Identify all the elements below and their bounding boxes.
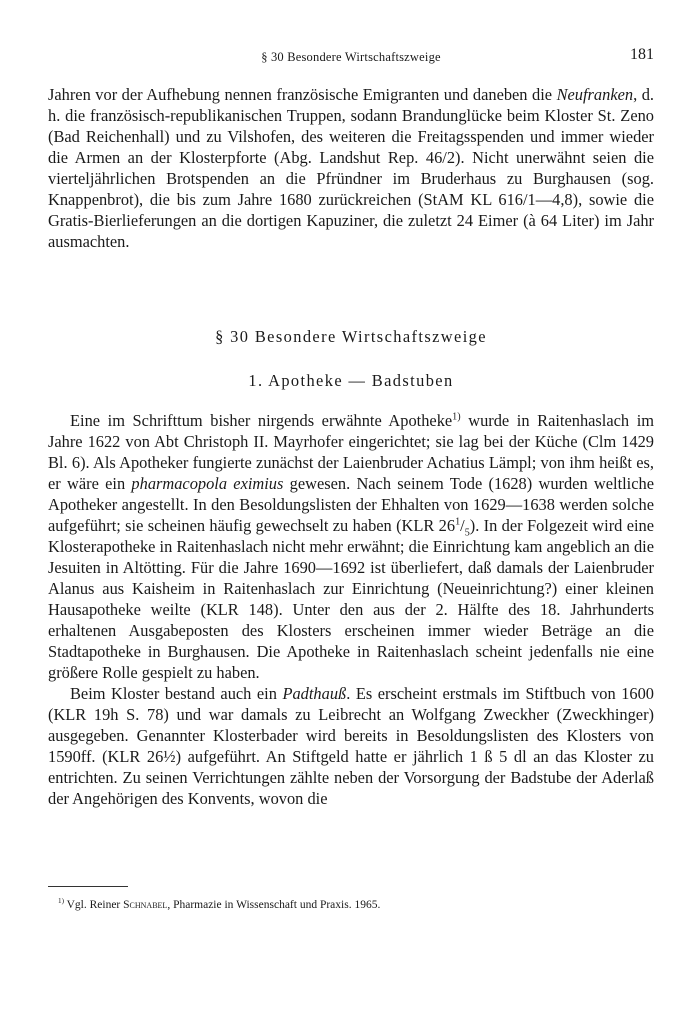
subsection-heading: 1. Apotheke — Badstuben: [248, 371, 454, 390]
text-run: gewesen. Nach seinem Tode (1628) wurden weltliche Apotheker angestellt. In den Besoldungslisten der Ehhalten von 1629—1638 werden solche aufgeführt; sie scheinen häufig gewechselt zu haben (KLR 26: [48, 474, 654, 535]
text-run: Jahren vor der Aufhebung nennen französische Emigranten und daneben die: [48, 85, 557, 104]
fraction: $^1/_5$: [455, 516, 470, 539]
footnote-reference[interactable]: 1): [452, 411, 461, 423]
paragraph-apotheke: [48, 410, 654, 683]
footnote-rule: [48, 886, 128, 887]
text-run: Eine im Schrifttum bisher nirgends erwähnte Apotheke: [70, 411, 453, 430]
text-run: ). In der Folgezeit wird eine Klosterapotheke in Raitenhaslach nicht mehr erwähnt; die Einrichtung kam angeblich an die Jesuiten in Altötting. Für die Jahre 1690—1692 ist überliefert, daß damals der Laienbruder Alanus aus Kaisheim in Raitenhaslach zur Einrichtung (Neueinrichtung?) einer kleinen Hausapotheke weilte (KLR 148). Unter den aus der 2. Hälfte des 18. Jahrhunderts erhaltenen Ausgabeposten des Klosters erscheinen immer wieder Beträge an die Stadtapotheke in Burghausen. Die Apotheke in Raitenhaslach scheint jedenfalls nie eine größere Rolle gespielt zu haben.: [48, 516, 654, 682]
italic-term: pharmacopola eximius: [131, 474, 284, 493]
fraction: ½: [163, 747, 176, 766]
text-run: , d. h. die französisch-republikanischen Truppen, sodann Brandunglücke beim Kloster St. Zeno (Bad Reichenhall) und zu Vilshofen, des weiteren die Freitagsspenden und immer wieder die Armen an der Klosterpforte (Abg. Landshut Rep. 46/2). Nicht unerwähnt seien die vierteljährlichen Brotspenden an die Pfründner im Bruderhaus zu Burghausen (sog. Knappenbrot), die bis zum Jahre 1680 zurückreichen (StAM KL 616/1—4,8), sowie die Gratis-Bierlieferungen an die dortigen Kapuziner, die zuletzt 24 Eimer (à 64 Liter) im Jahr ausmachten.: [48, 85, 654, 251]
paragraph: [48, 84, 654, 252]
running-head: § 30 Besondere Wirtschaftszweige: [261, 50, 441, 64]
text-run: Vgl. Reiner: [63, 899, 124, 911]
body-text: [48, 410, 654, 809]
author-name: Schnabel: [123, 899, 168, 911]
text-run: , Pharmazie in Wissenschaft und Praxis. 1965.: [167, 899, 381, 911]
italic-term: Neufranken: [556, 85, 634, 104]
fraction-denominator: 5: [464, 527, 470, 539]
footnote-mark: 1): [58, 897, 64, 906]
text-run: . Es erscheint erstmals im Stiftbuch von 1600 (KLR 19h S. 78) und war damals zu Leibrecht an Wolfgang Zweckher (Zweckhinger) ausgegeben. Genannter Klosterbader wird bereits in Besoldungslisten des Klosters von 1590ff. (KLR 26: [48, 684, 654, 766]
running-header: [48, 46, 654, 70]
page-number: 181: [630, 46, 654, 63]
paragraph-badstube: [48, 683, 654, 809]
text-run: Beim Kloster bestand auch ein: [70, 684, 283, 703]
section-heading: § 30 Besondere Wirtschaftszweige: [215, 327, 487, 346]
italic-term: Padthauß: [282, 684, 347, 703]
continuation-paragraph: [48, 84, 654, 252]
text-run: wurde in Raitenhaslach im Jahre 1622 von Abt Christoph II. Mayrhofer eingerichtet; sie lag bei der Küche (Clm 1429 Bl. 6). Als Apotheker fungierte zunächst der Laienbruder Achatius Lämpl; von ihm heißt es, er wäre ein: [48, 411, 655, 493]
text-run: ) aufgeführt. An Stiftgeld hatte er jährlich 1 ß 5 dl an das Kloster zu entrichten. Zu seinen Verrichtungen zählte neben der Vorsorgung der Badstube der Aderlaß der Angehörigen des Konvents, wovon die: [48, 747, 654, 808]
footnote: [58, 898, 648, 913]
fraction-numerator: 1: [455, 516, 461, 528]
